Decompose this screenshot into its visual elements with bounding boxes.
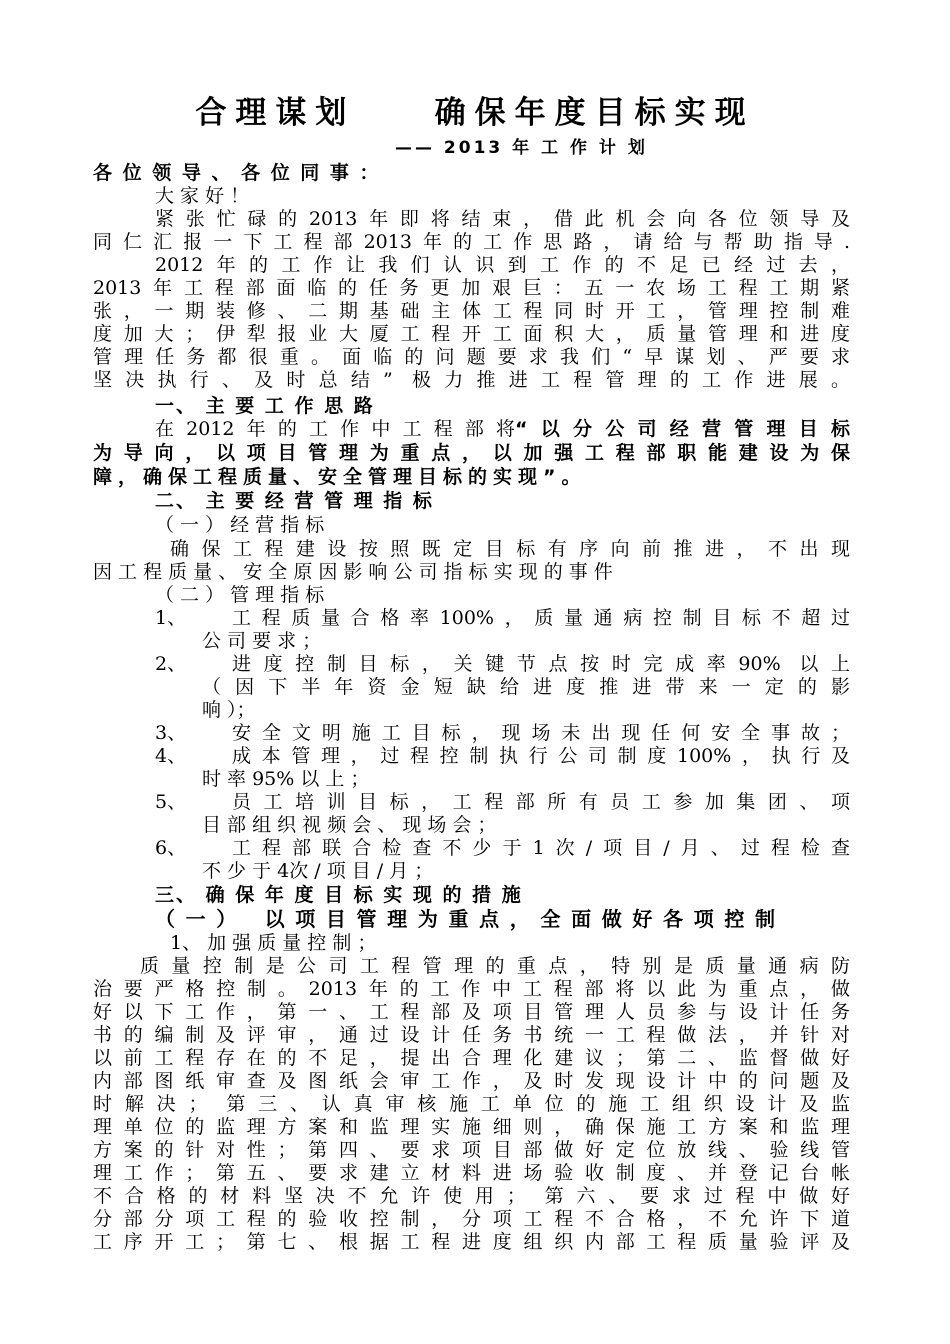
list-item: 工程部联合检查不少于1次/项目/月、过程检查 (232, 837, 850, 859)
list-item: 员工培训目标，工程部所有员工参加集团、项 (232, 791, 850, 813)
subsection-heading: 1、 加 强 质 量 控 制 ； (170, 932, 377, 954)
section-heading-1: 一、 主 要 工 作 思 路 (155, 395, 375, 417)
list-item-cont: 不 少 于 4次 / 项 目 / 月 ； (202, 860, 434, 882)
paragraph-line: 理单位的监理方案和监理实施细则，确保施工方案和监理 (93, 1116, 850, 1138)
list-number: 6、 (155, 837, 187, 859)
subsection-heading: （ 一 ） 经 营 指 标 (155, 514, 325, 536)
list-number: 2、 (155, 653, 187, 675)
paragraph-line: 管理任务都很重。面临的问题要求我们“早谋划、严要求 (93, 346, 850, 368)
paragraph-line: 以前工程存在的不足，提出合理化建议；第二、监督做好 (93, 1047, 850, 1069)
document-subtitle: —— 2013 年 工 作 计 划 (395, 138, 648, 158)
paragraph-line: 紧张忙碌的2013年即将结束，借此机会向各位领导及 (155, 208, 850, 230)
list-number: 3、 (155, 722, 187, 744)
paragraph-line: 因 工 程 质 量 、 安 全 原 因 影 响 公 司 指 标 实 现 的 事 件 (93, 561, 613, 583)
paragraph-line-bold: 障，确保工程质量、安全管理目标的实现”。 (93, 466, 587, 488)
document-title: 合理谋划 确保年度目标实现 (195, 95, 755, 131)
paragraph-line: 方案的针对性；第四、要求项目部做好定位放线、验线管 (93, 1139, 850, 1161)
list-number: 1、 (155, 607, 187, 629)
list-item: 成本管理，过程控制执行公司制度100%，执行及 (232, 745, 850, 767)
subsection-heading: （ 二 ） 管 理 指 标 (155, 584, 325, 606)
list-item-cont: 公 司 要 求 ； (202, 630, 322, 652)
list-number: 4、 (155, 745, 187, 767)
paragraph-line: 分部分项工程的验收控制，分项工程不合格，不允许下道 (93, 1208, 850, 1230)
paragraph-line: 理工作；第五、要求建立材料进场验收制度、并登记台帐 (93, 1162, 850, 1184)
paragraph-line: 在2012年的工作中工程部将 (155, 418, 515, 440)
paragraph-line: 2013年工程部面临的任务更加艰巨：五一农场工程工期紧 (93, 277, 850, 299)
paragraph-line: 确保工程建设按照既定目标有序向前推进，不出现 (170, 538, 850, 560)
paragraph-line: 同仁汇报一下工程部2013年的工作思路，请给与帮助指导. (93, 231, 850, 253)
salutation: 各 位 领 导 、 各 位 同 事 ： (93, 162, 381, 184)
paragraph-line-bold: 为导向，以项目管理为重点，以加强工程部职能建设为保 (93, 442, 850, 464)
paragraph-line: 质量控制是公司工程管理的重点，特别是质量通病防 (140, 955, 850, 977)
list-item-cont: 时 率 95% 以 上 ； (202, 768, 370, 790)
paragraph-line: 坚决执行、及时总结” 极力推进工程管理的工作进展。 (93, 369, 850, 391)
list-item: 进度控制目标，关键节点按时完成率90% 以上 (232, 653, 850, 675)
section-heading-2: 二、 主 要 经 营 管 理 指 标 (155, 490, 434, 512)
paragraph-line: 好以下工作，第一、工程部及项目管理人员参与设计任务 (93, 1001, 850, 1023)
subsection-heading-bold: （一） 以项目管理为重点，全面做好各项控制 (155, 907, 775, 931)
paragraph-line: 时解决； 第三、认真审核施工单位的施工组织设计及监 (93, 1093, 850, 1115)
list-number: 5、 (155, 791, 187, 813)
list-item-cont: （因下半年资金短缺给进度推进带来一定的影 (202, 676, 850, 698)
paragraph-line: 治要严格控制。2013年的工作中工程部将以此为重点，做 (93, 978, 850, 1000)
greeting: 大 家 好 ！ (155, 185, 250, 207)
paragraph-line: 书的编制及评审，通过设计任务书统一工程做法，并针对 (93, 1024, 850, 1046)
list-item: 安全文明施工目标，现场未出现任何安全事故； (232, 722, 850, 744)
paragraph-line: 张，一期装修、二期基础主体工程同时开工，管理控制难 (93, 300, 850, 322)
list-item-cont: 目 部 组 织 视 频 会 、 现 场 会 ； (202, 814, 497, 836)
list-item: 工程质量合格率100%，质量通病控制目标不超过 (232, 607, 850, 629)
paragraph-line: 不合格的材料坚决不允许使用； 第六、要求过程中做好 (93, 1185, 850, 1207)
list-item-cont: 响 ）； (202, 699, 256, 721)
paragraph-line: 2012年的工作让我们认识到工作的不足已经过去， (155, 254, 850, 276)
paragraph-line: 内部图纸审查及图纸会审工作，及时发现设计中的问题及 (93, 1070, 850, 1092)
paragraph-line: 度加大；伊犁报业大厦工程开工面积大，质量管理和进度 (93, 323, 850, 345)
section-heading-3: 三、 确 保 年 度 目 标 实 现 的 措 施 (155, 884, 523, 906)
paragraph-line-bold: “以分公司经营管理目标 (515, 418, 850, 440)
paragraph-line: 工序开工；第七、根据工程进度组织内部工程质量验评及 (93, 1231, 850, 1253)
